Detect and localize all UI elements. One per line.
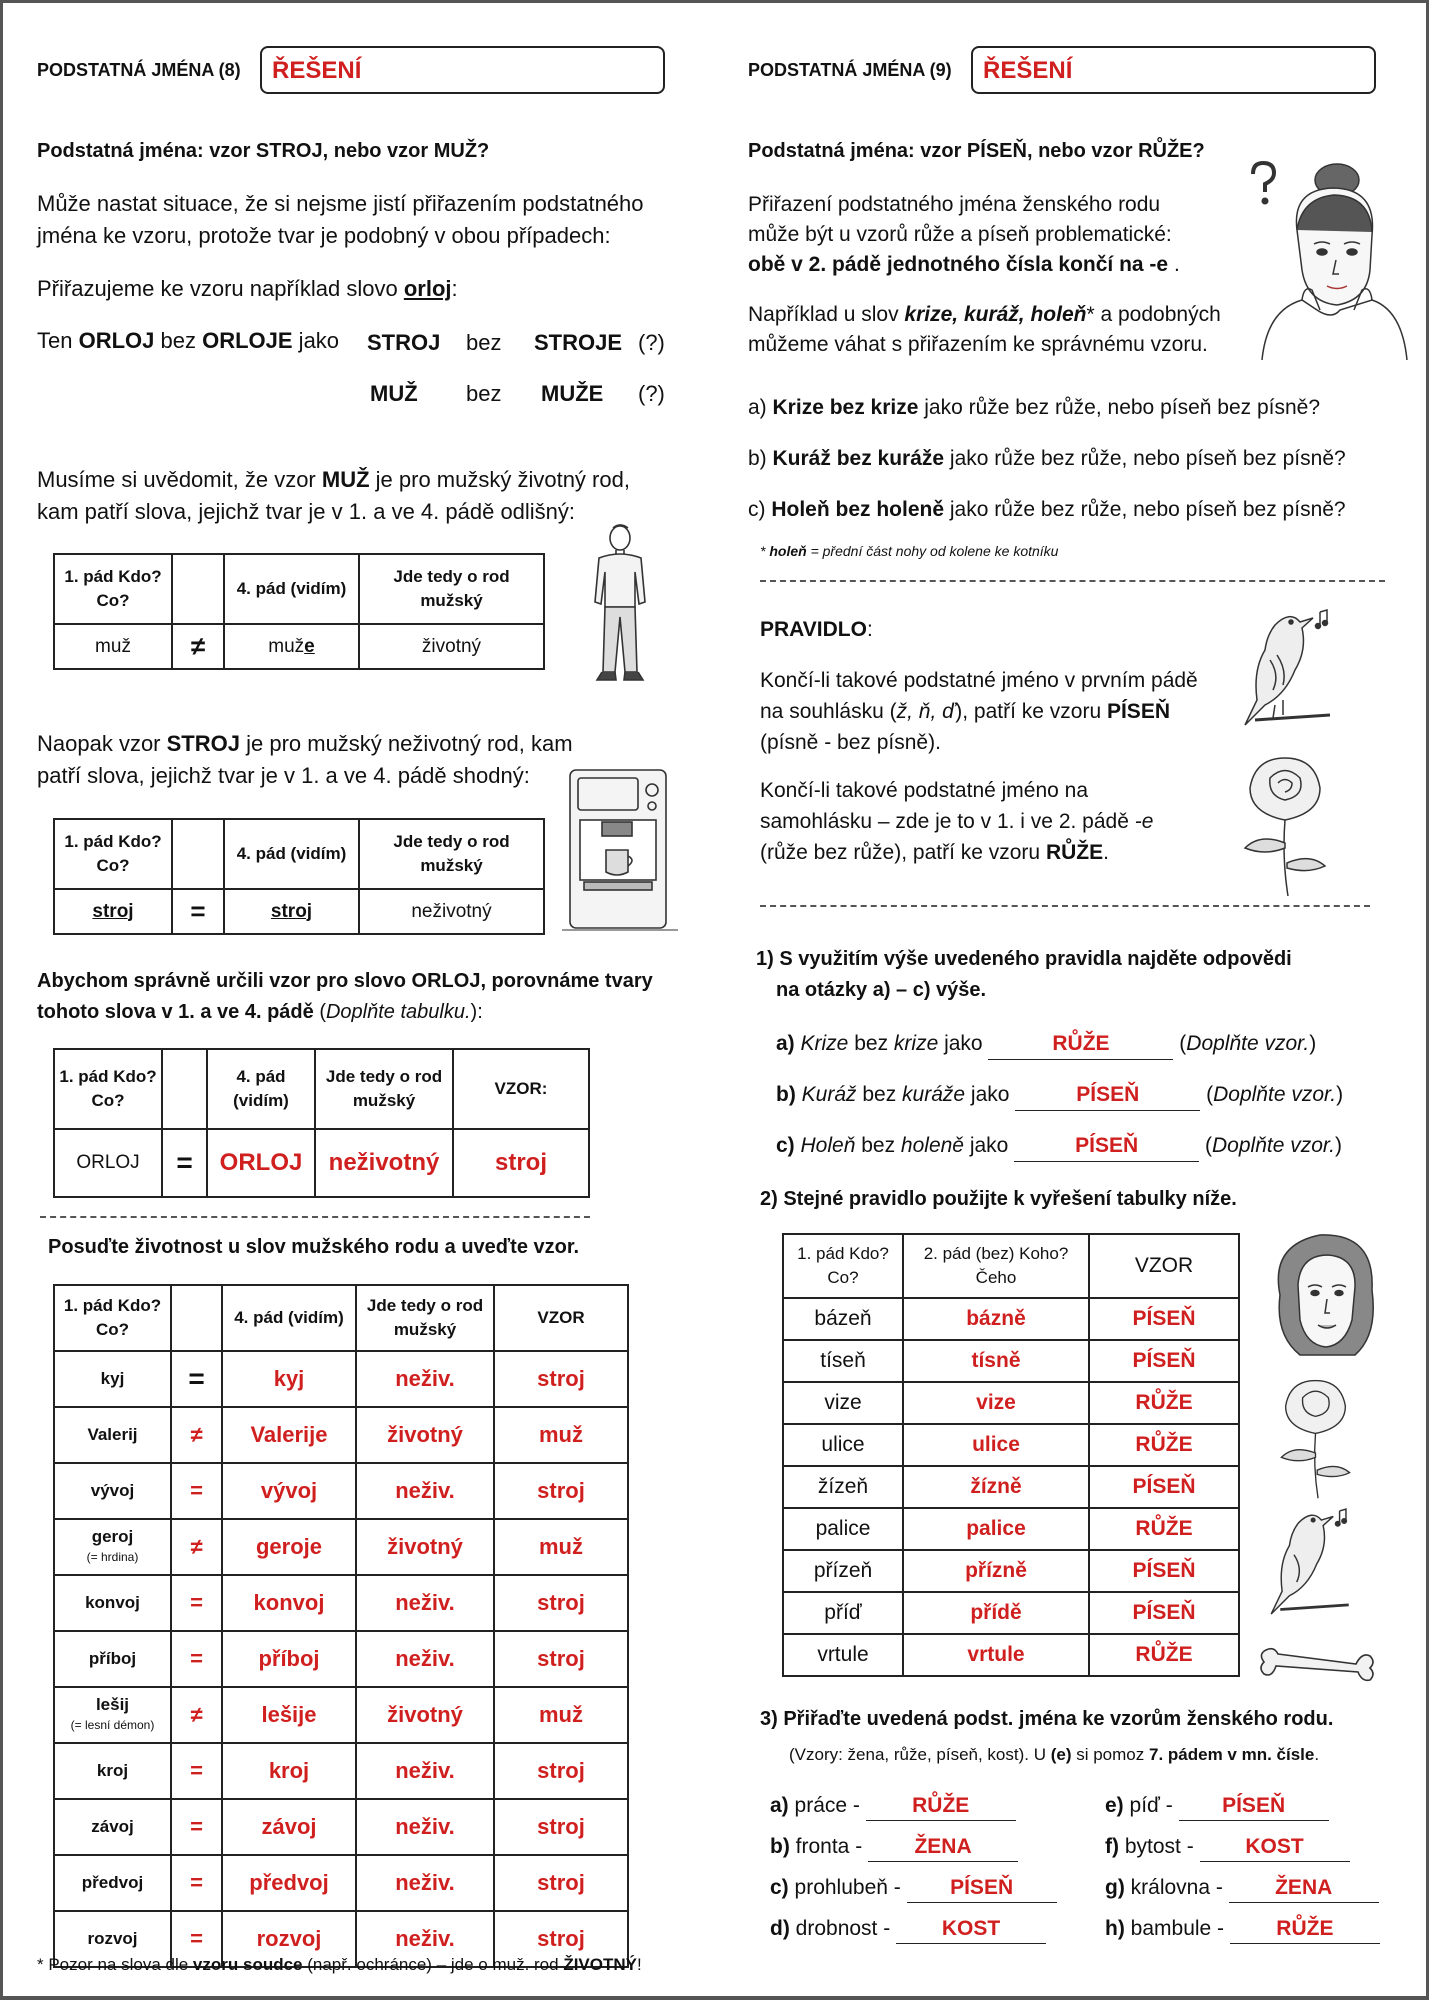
table-assess: 1. pád Kdo? Co? 4. pád (vidím) Jde tedy o rod mužský VZOR kyj = kyj neživ. stroj Valerij ≠ Valerije životný muž vývoj = vývoj neživ. stroj geroj (= hrdina) ≠ geroje životný muž konvoj = konvoj neživ. stroj příboj = příboj neživ. stroj lešij (= lesní démon) ≠ lešije životný muž kroj = kroj neživ. stroj závoj = závoj neživ. stroj předvoj = předvoj neživ. stroj rozvoj = rozvoj neživ. stroj — [53, 1284, 629, 1968]
row-pattern: RŮŽE — [1089, 1382, 1239, 1424]
table-zen-body — [783, 1298, 1239, 1676]
stroj-text: Naopak vzor STROJ je pro mužský neživotný rod, kam patří slova, jejichž tvar je v 1. a ve 4. pádě shodný: — [37, 731, 573, 788]
row-genitive: přízně — [903, 1550, 1089, 1592]
row-genitive: vrtule — [903, 1634, 1089, 1676]
table-muz: 1. pád Kdo? Co? 4. pád (vidím) Jde tedy o rod mužský muž ≠ muže životný — [53, 553, 545, 670]
row-genitive: žízně — [903, 1466, 1089, 1508]
ex-bez-2: bez — [466, 381, 502, 406]
row-sign: = — [171, 1743, 222, 1799]
row-animacy: neživ. — [356, 1855, 494, 1911]
row-animacy: neživ. — [356, 1575, 494, 1631]
task-3-item: b) fronta - ŽENA — [770, 1833, 1018, 1862]
table-row — [54, 1855, 628, 1911]
row-accusative: lešije — [222, 1687, 356, 1743]
row-animacy: neživ. — [356, 1743, 494, 1799]
row-animacy: neživ. — [356, 1799, 494, 1855]
left-header-answer: ŘEŠENÍ — [272, 57, 362, 84]
row-animacy: neživ. — [356, 1631, 494, 1687]
left-example: Ten ORLOJ bez ORLOJE jako — [37, 328, 340, 353]
task-3-item: h) bambule - RŮŽE — [1105, 1915, 1380, 1944]
row-animacy: životný — [356, 1407, 494, 1463]
table-zen: 1. pád Kdo? Co? 2. pád (bez) Koho? Čeho VZOR bázeň bázně PÍSEŇ tíseň tísně PÍSEŇ vize vize RŮŽE ulice ulice RŮŽE žízeň žízně PÍSEŇ palice palice RŮŽE přízeň přízně PÍSEŇ příď přídě PÍSEŇ vrtule vrtule RŮŽE — [782, 1233, 1240, 1677]
orloj-text: Abychom správně určili vzor pro slovo ORLOJ, porovnáme tvary tohoto slova v 1. a ve 4. pádě (Doplňte tabulku.): — [37, 970, 653, 1023]
question-c: c) Holeň bez holeně jako růže bez růže, nebo píseň bez písně? — [748, 498, 1346, 521]
rose-illustration — [1230, 748, 1340, 898]
table-row — [783, 1298, 1239, 1340]
row-accusative: příboj — [222, 1631, 356, 1687]
row-pattern: stroj — [494, 1911, 628, 1967]
table-row — [783, 1340, 1239, 1382]
row-genitive: bázně — [903, 1298, 1089, 1340]
row-pattern: PÍSEŇ — [1089, 1592, 1239, 1634]
row-pattern: PÍSEŇ — [1089, 1340, 1239, 1382]
left-footnote: * Pozor na slova dle vzoru soudce (např. ochránce) – jde o muž. rod ŽIVOTNÝ! — [37, 1955, 642, 1974]
task-3-item: a) práce - RŮŽE — [770, 1792, 1016, 1821]
table-row — [54, 1519, 628, 1575]
task-3-item: g) královna - ŽENA — [1105, 1874, 1379, 1903]
table-row — [54, 1687, 628, 1743]
row-nominative: tíseň — [783, 1340, 903, 1382]
row-genitive: palice — [903, 1508, 1089, 1550]
answer-blank[interactable]: PÍSEŇ — [1179, 1792, 1329, 1821]
ex-q-2: (?) — [638, 381, 665, 406]
row-sign: = — [171, 1463, 222, 1519]
table-row — [54, 1575, 628, 1631]
row-word: rozvoj — [54, 1911, 171, 1967]
singing-bird-illustration-2 — [1262, 1500, 1367, 1635]
row-word: závoj — [54, 1799, 171, 1855]
row-sign: = — [171, 1855, 222, 1911]
left-divider — [40, 1216, 590, 1218]
right-divider-1 — [760, 580, 1385, 582]
row-word: kroj — [54, 1743, 171, 1799]
left-answer-box — [260, 46, 665, 94]
row-accusative: závoj — [222, 1799, 356, 1855]
task-1-items — [776, 1018, 1343, 1171]
coffee-machine-illustration — [560, 764, 680, 936]
question-b: b) Kuráž bez kuráže jako růže bez růže, nebo píseň bez písně? — [748, 447, 1346, 470]
task-3-item: f) bytost - KOST — [1105, 1833, 1350, 1862]
row-animacy: životný — [356, 1519, 494, 1575]
table-row — [783, 1550, 1239, 1592]
row-pattern: stroj — [494, 1575, 628, 1631]
row-sign: = — [171, 1575, 222, 1631]
answer-blank[interactable]: RŮŽE — [1230, 1915, 1380, 1944]
row-accusative: konvoj — [222, 1575, 356, 1631]
row-nominative: bázeň — [783, 1298, 903, 1340]
row-pattern: muž — [494, 1407, 628, 1463]
row-accusative: Valerije — [222, 1407, 356, 1463]
row-accusative: geroje — [222, 1519, 356, 1575]
answer-blank[interactable]: ŽENA — [868, 1833, 1018, 1862]
row-pattern: stroj — [494, 1631, 628, 1687]
right-example: Například u slov krize, kuráž, holeň* a podobných můžeme váhat s přiřazením ke správnému vzoru. — [748, 303, 1221, 356]
table-stroj: 1. pád Kdo? Co? 4. pád (vidím) Jde tedy o rod mužský stroj = stroj neživotný — [53, 818, 545, 935]
answer-blank[interactable]: PÍSEŇ — [1015, 1080, 1200, 1111]
row-word: vývoj — [54, 1463, 171, 1519]
assign-word: orloj — [403, 276, 452, 301]
ex-q-1: (?) — [638, 330, 665, 355]
row-nominative: palice — [783, 1508, 903, 1550]
task-3-item: c) prohlubeň - PÍSEŇ — [770, 1874, 1057, 1903]
row-accusative: kyj — [222, 1351, 356, 1407]
rule-heading: PRAVIDLO: — [760, 618, 873, 641]
row-word: geroj (= hrdina) — [54, 1519, 171, 1575]
ex-muz: MUŽ — [370, 381, 418, 406]
task-1-item: c) Holeň bez holeně jako PÍSEŇ (Doplňte vzor.) — [776, 1120, 1343, 1171]
singing-bird-illustration — [1235, 600, 1350, 748]
thinking-girl-illustration — [1242, 160, 1412, 360]
left-heading: Podstatná jména: vzor STROJ, nebo vzor MUŽ? — [37, 140, 490, 162]
standing-man-illustration — [585, 522, 655, 687]
row-genitive: tísně — [903, 1340, 1089, 1382]
table-assess-body — [54, 1351, 628, 1967]
table-row — [783, 1634, 1239, 1676]
row-pattern: stroj — [494, 1463, 628, 1519]
left-header-label: PODSTATNÁ JMÉNA (8) — [37, 60, 241, 80]
row-animacy: životný — [356, 1687, 494, 1743]
row-nominative: přízeň — [783, 1550, 903, 1592]
rule-2: Končí-li takové podstatné jméno na samohlásku – zde je to v 1. i ve 2. pádě -e (růže bez růže), patří ke vzoru RŮŽE. — [760, 779, 1154, 864]
row-sign: ≠ — [171, 1687, 222, 1743]
row-word: předvoj — [54, 1855, 171, 1911]
holen-footnote: * holeň = přední část nohy od kolene ke kotníku — [760, 543, 1059, 559]
right-divider-2 — [760, 905, 1370, 907]
task-3-item: d) drobnost - KOST — [770, 1915, 1046, 1944]
row-accusative: kroj — [222, 1743, 356, 1799]
table-row — [54, 1743, 628, 1799]
row-pattern: stroj — [494, 1351, 628, 1407]
table-row — [54, 1799, 628, 1855]
woman-portrait-illustration — [1260, 1225, 1390, 1370]
bone-illustration — [1258, 1638, 1378, 1686]
task-3-item: e) píď - PÍSEŇ — [1105, 1792, 1329, 1821]
right-questions — [748, 382, 1346, 535]
answer-blank[interactable]: RŮŽE — [988, 1029, 1173, 1060]
row-animacy: neživ. — [356, 1463, 494, 1519]
row-genitive: přídě — [903, 1592, 1089, 1634]
row-genitive: vize — [903, 1382, 1089, 1424]
row-word: konvoj — [54, 1575, 171, 1631]
answer-blank[interactable]: PÍSEŇ — [907, 1874, 1057, 1903]
table-row — [783, 1466, 1239, 1508]
table-row — [54, 1463, 628, 1519]
task-2-heading: 2) Stejné pravidlo použijte k vyřešení tabulky níže. — [760, 1188, 1237, 1210]
answer-blank[interactable]: KOST — [896, 1915, 1046, 1944]
row-pattern: PÍSEŇ — [1089, 1298, 1239, 1340]
ex-stroj: STROJ — [367, 330, 441, 355]
row-sign: ≠ — [171, 1407, 222, 1463]
row-animacy: neživ. — [356, 1351, 494, 1407]
row-pattern: stroj — [494, 1743, 628, 1799]
answer-blank[interactable]: KOST — [1200, 1833, 1350, 1862]
ex-stroje: STROJE — [534, 330, 623, 355]
row-word: kyj — [54, 1351, 171, 1407]
task-1-item: a) Krize bez krize jako RŮŽE (Doplňte vzor.) — [776, 1018, 1343, 1069]
task-1-heading: 1) S využitím výše uvedeného pravidla najděte odpovědi na otázky a) – c) výše. — [756, 948, 1292, 1001]
row-nominative: vrtule — [783, 1634, 903, 1676]
left-assign: Přiřazujeme ke vzoru například slovo orloj: — [37, 276, 458, 301]
row-pattern: PÍSEŇ — [1089, 1466, 1239, 1508]
row-sign: = — [171, 1351, 222, 1407]
ex-muze: MUŽE — [541, 381, 604, 406]
table-row — [783, 1424, 1239, 1466]
table-row — [783, 1382, 1239, 1424]
row-pattern: RŮŽE — [1089, 1508, 1239, 1550]
question-a: a) Krize bez krize jako růže bez růže, nebo píseň bez písně? — [748, 396, 1321, 419]
task-3-heading: 3) Přiřaďte uvedená podst. jména ke vzorům ženského rodu. — [760, 1708, 1334, 1730]
row-word: Valerij — [54, 1407, 171, 1463]
row-pattern: muž — [494, 1519, 628, 1575]
right-heading: Podstatná jména: vzor PÍSEŇ, nebo vzor RŮŽE? — [748, 140, 1205, 162]
task-1-item: b) Kuráž bez kuráže jako PÍSEŇ (Doplňte vzor.) — [776, 1069, 1343, 1120]
row-nominative: vize — [783, 1382, 903, 1424]
row-nominative: žízeň — [783, 1466, 903, 1508]
row-accusative: rozvoj — [222, 1911, 356, 1967]
row-nominative: ulice — [783, 1424, 903, 1466]
ex-bez-1: bez — [466, 330, 502, 355]
row-sign: ≠ — [171, 1519, 222, 1575]
row-pattern: stroj — [494, 1855, 628, 1911]
right-intro: Přiřazení podstatného jména ženského rodu může být u vzorů růže a píseň problematické: obě v 2. pádě jednotného čísla končí na -e . — [748, 193, 1180, 276]
row-sign: = — [171, 1799, 222, 1855]
row-sign: = — [171, 1631, 222, 1687]
row-sign: = — [171, 1911, 222, 1967]
row-word: příboj — [54, 1631, 171, 1687]
answer-blank[interactable]: RŮŽE — [866, 1792, 1016, 1821]
table-orloj: 1. pád Kdo? Co? 4. pád (vidím) Jde tedy o rod mužský VZOR: ORLOJ = ORLOJ neživotný stroj — [53, 1048, 590, 1198]
answer-blank[interactable]: ŽENA — [1229, 1874, 1379, 1903]
table-row — [783, 1508, 1239, 1550]
row-pattern: muž — [494, 1687, 628, 1743]
row-genitive: ulice — [903, 1424, 1089, 1466]
task-3-sub: (Vzory: žena, růže, píseň, kost). U (e) si pomoz 7. pádem v mn. čísle. — [789, 1745, 1320, 1764]
row-animacy: neživ. — [356, 1911, 494, 1967]
rule-1: Končí-li takové podstatné jméno v prvním pádě na souhlásku (ž, ň, ď), patří ke vzoru PÍSEŇ (písně - bez písně). — [760, 669, 1198, 754]
answer-blank[interactable]: PÍSEŇ — [1014, 1131, 1199, 1162]
table-row — [783, 1592, 1239, 1634]
assess-heading: Posuďte životnost u slov mužského rodu a uveďte vzor. — [48, 1236, 580, 1258]
right-answer-box — [971, 46, 1376, 94]
row-word: lešij (= lesní démon) — [54, 1687, 171, 1743]
row-pattern: PÍSEŇ — [1089, 1550, 1239, 1592]
rose-illustration-2 — [1268, 1372, 1363, 1500]
row-accusative: vývoj — [222, 1463, 356, 1519]
table-row — [54, 1631, 628, 1687]
table-row — [54, 1351, 628, 1407]
row-pattern: RŮŽE — [1089, 1634, 1239, 1676]
row-pattern: stroj — [494, 1799, 628, 1855]
muz-text: Musíme si uvědomit, že vzor MUŽ je pro mužský životný rod, kam patří slova, jejichž tvar je v 1. a ve 4. pádě odlišný: — [37, 467, 630, 524]
table-row — [54, 1407, 628, 1463]
right-header-answer: ŘEŠENÍ — [983, 57, 1073, 84]
left-intro: Může nastat situace, že si nejsme jistí přiřazením podstatného jména ke vzoru, protože tvar je podobný v obou případech: — [37, 191, 644, 248]
row-nominative: příď — [783, 1592, 903, 1634]
row-accusative: předvoj — [222, 1855, 356, 1911]
row-pattern: RŮŽE — [1089, 1424, 1239, 1466]
right-header-label: PODSTATNÁ JMÉNA (9) — [748, 60, 952, 80]
